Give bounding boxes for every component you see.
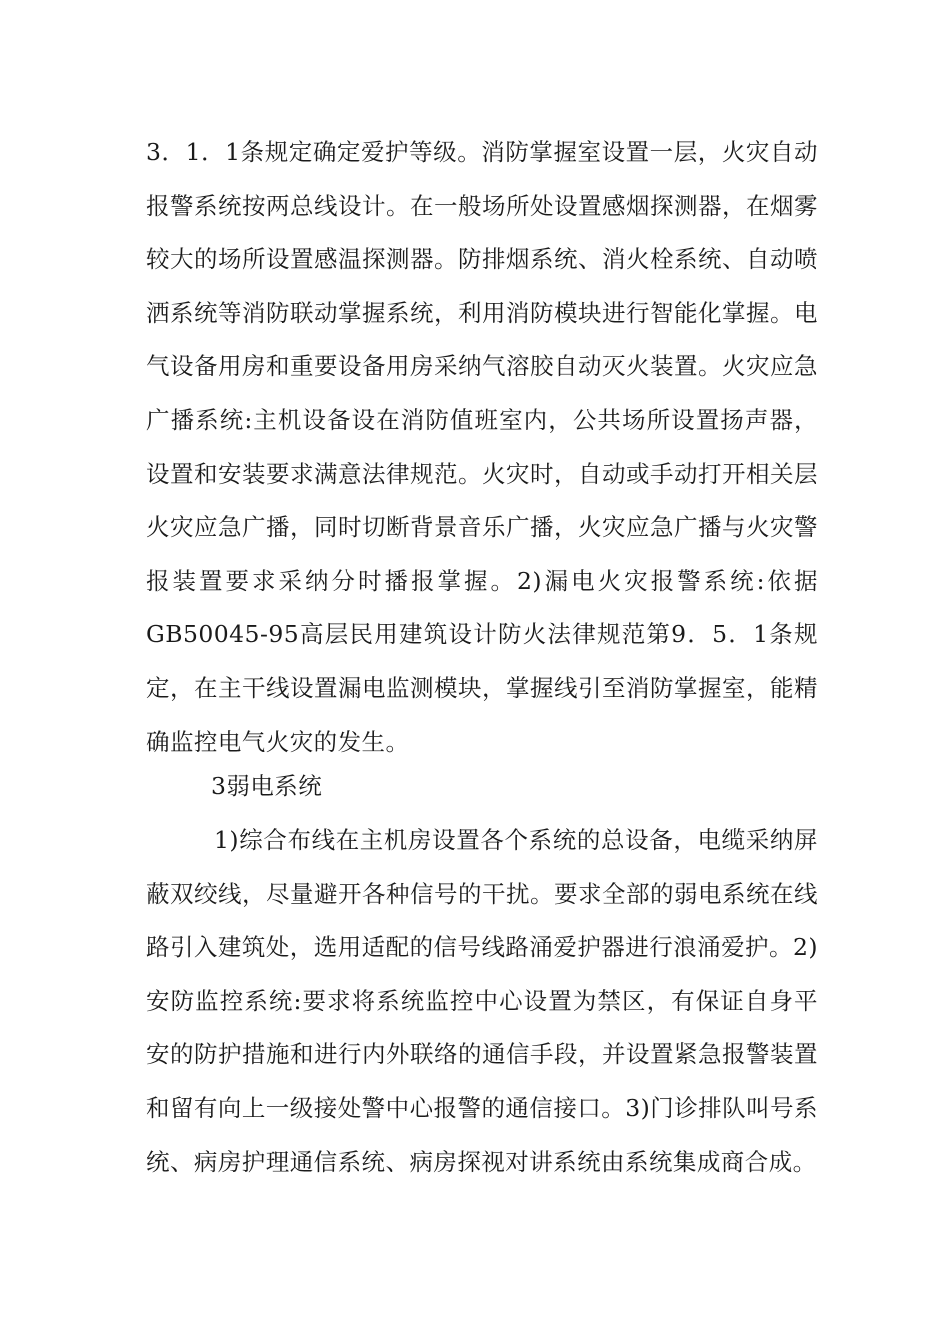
section-heading-weak-current: 3弱电系统	[211, 772, 323, 800]
body-paragraph-weak-current: 1)综合布线在主机房设置各个系统的总设备，电缆采纳屏蔽双绞线，尽量避开各种信号的干扰。要求全部的弱电系统在线路引入建筑处，选用适配的信号线路涌爱护器进行浪涌爱护。2)安防监控系统:要求将系统监控中心设置为禁区，有保证自身平安的防护措施和进行内外联络的通信手段，并设置紧急报警装置和留有向上一级接处警中心报警的通信接口。3)门诊排队叫号系统、病房护理通信系统、病房探视对讲系统由系统集成商合成。	[146, 826, 818, 1176]
body-paragraph-fire-alarm: 3．1．1条规定确定爱护等级。消防掌握室设置一层，火灾自动报警系统按两总线设计。在一般场所处设置感烟探测器，在烟雾较大的场所设置感温探测器。防排烟系统、消火栓系统、自动喷洒系统等消防联动掌握系统，利用消防模块进行智能化掌握。电气设备用房和重要设备用房采纳气溶胶自动灭火装置。火灾应急广播系统:主机设备设在消防值班室内，公共场所设置扬声器，设置和安装要求满意法律规范。火灾时，自动或手动打开相关层火灾应急广播，同时切断背景音乐广播，火灾应急广播与火灾警报装置要求采纳分时播报掌握。2)漏电火灾报警系统:依据GB50045-95高层民用建筑设计防火法律规范第9．5．1条规定，在主干线设置漏电监测模块，掌握线引至消防掌握室，能精确监控电气火灾的发生。	[146, 138, 818, 756]
